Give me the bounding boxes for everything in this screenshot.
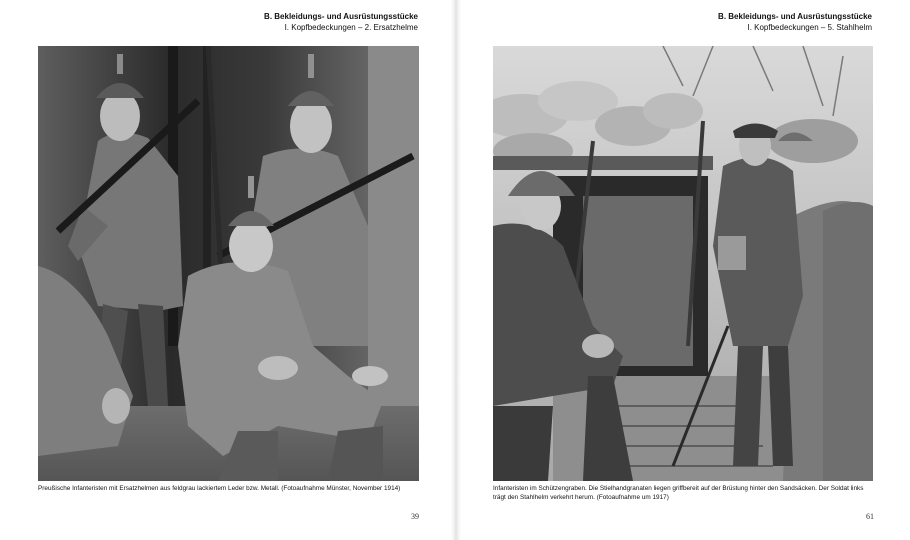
right-photo-caption: Infanteristen im Schützengraben. Die Stielhandgranaten liegen griffbereit auf der Brüstung hinter den Sandsäcken. Der Soldat links trägt den Stahlhelm verkehrt herum. (Fotoaufnahme um 1917) xyxy=(493,485,864,501)
left-page xyxy=(0,0,451,540)
left-page-number: 39 xyxy=(411,512,419,521)
left-subsection-title: I. Kopfbedeckungen – 2. Ersatzhelme xyxy=(284,23,418,32)
right-subsection-title: I. Kopfbedeckungen – 5. Stahlhelm xyxy=(747,23,872,32)
left-section-title: B. Bekleidungs- und Ausrüstungsstücke xyxy=(264,12,418,21)
book-gutter xyxy=(451,0,461,540)
left-photo-infantry-portrait xyxy=(38,46,419,481)
right-section-title: B. Bekleidungs- und Ausrüstungsstücke xyxy=(718,12,872,21)
right-page-number: 61 xyxy=(866,512,874,521)
right-photo-trench-scene xyxy=(493,46,873,481)
left-running-head xyxy=(264,12,418,33)
right-page xyxy=(461,0,910,540)
left-photo-caption: Preußische Infanteristen mit Ersatzhelmen aus feldgrau lackiertem Leder bzw. Metall. (Fotoaufnahme Münster, November 1914) xyxy=(38,485,401,492)
right-running-head xyxy=(718,12,872,33)
left-photo-illustration xyxy=(38,46,419,481)
right-photo-illustration xyxy=(493,46,873,481)
